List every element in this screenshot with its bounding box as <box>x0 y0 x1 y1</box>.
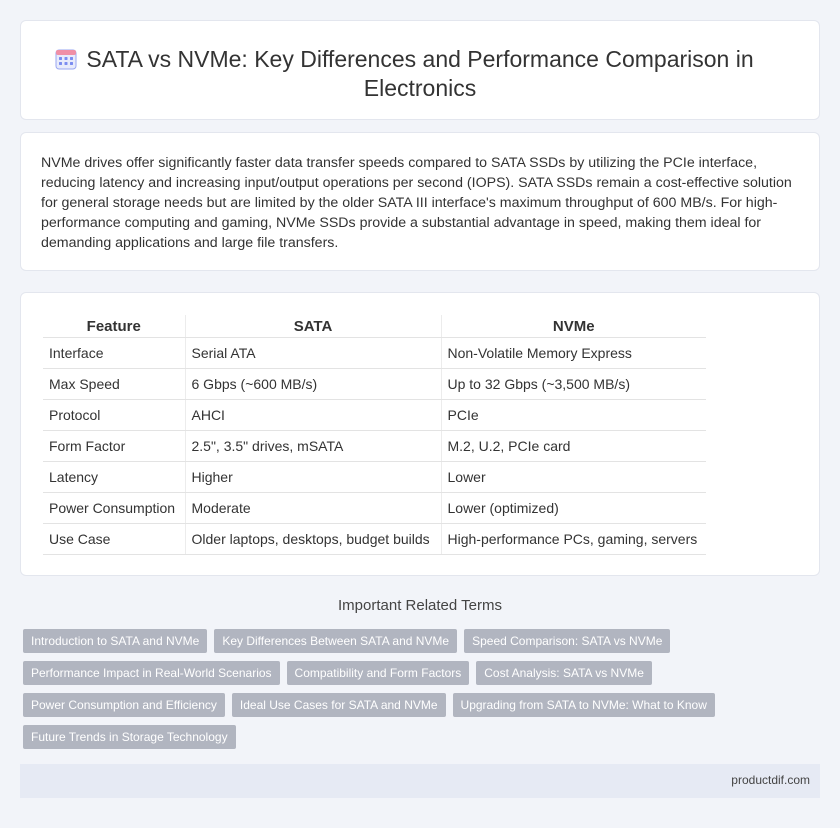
table-row <box>43 430 706 461</box>
intro-paragraph: NVMe drives offer significantly faster data transfer speeds compared to SATA SSDs by utilizing the PCIe interface, reducing latency and increasing input/output operations per second (IOPS). SATA SSDs remain a cost-effective solution for general storage needs but are limited by the older SATA III interface's maximum throughput of 600 MB/s. For high-performance computing and gaming, NVMe SSDs provide a substantial advantage in speed, making them ideal for demanding applications and large file transfers. <box>41 155 792 251</box>
feature-cell: Form Factor <box>43 430 185 461</box>
intro-card <box>20 132 820 271</box>
sata-cell: Moderate <box>185 492 441 523</box>
sata-cell: Higher <box>185 461 441 492</box>
feature-cell: Power Consumption <box>43 492 185 523</box>
nvme-cell: High-performance PCs, gaming, servers <box>441 523 706 554</box>
related-term-tag[interactable]: Performance Impact in Real-World Scenarios <box>23 661 280 685</box>
sata-cell: 2.5", 3.5" drives, mSATA <box>185 430 441 461</box>
related-term-tag[interactable]: Power Consumption and Efficiency <box>23 693 225 717</box>
page-title: SATA vs NVMe: Key Differences and Performance Comparison in Electronics <box>86 46 754 101</box>
nvme-cell: M.2, U.2, PCIe card <box>441 430 706 461</box>
table-row <box>43 337 706 368</box>
related-term-tag[interactable]: Upgrading from SATA to NVMe: What to Know <box>453 693 715 717</box>
comparison-table-card <box>20 292 820 576</box>
nvme-cell: Non-Volatile Memory Express <box>441 337 706 368</box>
feature-cell: Protocol <box>43 399 185 430</box>
feature-cell: Latency <box>43 461 185 492</box>
sata-cell: 6 Gbps (~600 MB/s) <box>185 368 441 399</box>
feature-cell: Use Case <box>43 523 185 554</box>
comparison-table <box>43 315 706 555</box>
feature-cell: Max Speed <box>43 368 185 399</box>
related-term-tag[interactable]: Compatibility and Form Factors <box>287 661 470 685</box>
column-header-nvme: NVMe <box>441 315 706 337</box>
sata-cell: AHCI <box>185 399 441 430</box>
related-terms-heading: Important Related Terms <box>338 597 502 614</box>
table-row <box>43 368 706 399</box>
related-term-tag[interactable]: Future Trends in Storage Technology <box>23 725 236 749</box>
nvme-cell: Lower <box>441 461 706 492</box>
related-term-tag[interactable]: Key Differences Between SATA and NVMe <box>214 629 457 653</box>
related-term-tag[interactable]: Ideal Use Cases for SATA and NVMe <box>232 693 446 717</box>
nvme-cell: PCIe <box>441 399 706 430</box>
table-row <box>43 399 706 430</box>
table-row <box>43 492 706 523</box>
table-row <box>43 461 706 492</box>
nvme-cell: Lower (optimized) <box>441 492 706 523</box>
table-header-row <box>43 315 706 337</box>
related-term-tag[interactable]: Speed Comparison: SATA vs NVMe <box>464 629 670 653</box>
nvme-cell: Up to 32 Gbps (~3,500 MB/s) <box>441 368 706 399</box>
feature-cell: Interface <box>43 337 185 368</box>
footer <box>20 764 820 798</box>
related-terms-list <box>23 629 823 757</box>
header-card <box>20 20 820 120</box>
related-term-tag[interactable]: Introduction to SATA and NVMe <box>23 629 207 653</box>
related-term-tag[interactable]: Cost Analysis: SATA vs NVMe <box>476 661 652 685</box>
sata-cell: Older laptops, desktops, budget builds <box>185 523 441 554</box>
footer-site-name: productdif.com <box>731 773 810 787</box>
column-header-feature: Feature <box>43 315 185 337</box>
table-row <box>43 523 706 554</box>
column-header-sata: SATA <box>185 315 441 337</box>
sata-cell: Serial ATA <box>185 337 441 368</box>
